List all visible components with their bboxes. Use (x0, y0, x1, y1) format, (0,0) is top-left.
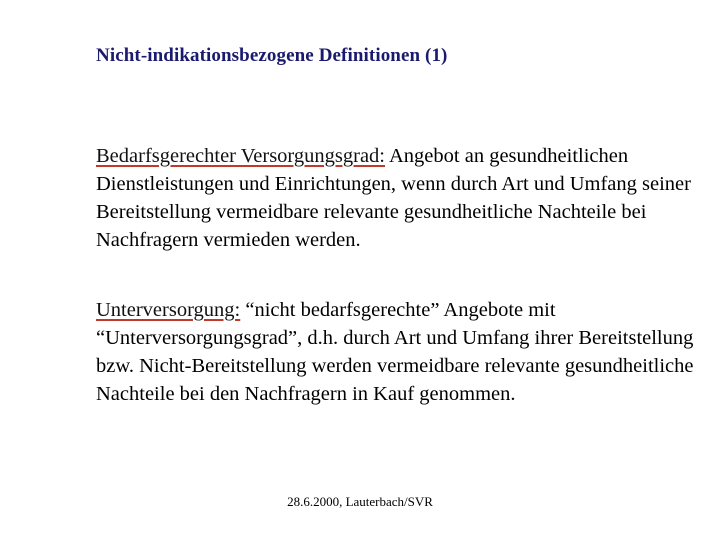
slide-title: Nicht-indikationsbezogene Definitionen (1) (96, 45, 448, 66)
definition-term: Unterversorgung: (96, 299, 241, 321)
slide-footer: 28.6.2000, Lauterbach/SVR (287, 494, 433, 509)
definition-text: “nicht bedarfsgerechte” Angebote mit “Unterversorgungsgrad”, d.h. durch Art und Umfang ihrer Bereitstellung bzw. Nicht-Bereitstellung werden vermeidbare relevante gesundheitliche Nachteile bei den Nachfragern in Kauf genommen. (96, 299, 694, 405)
definition-text: Angebot an gesundheitlichen Dienstleistungen und Einrichtungen, wenn durch Art und Umfang seiner Bereitstellung vermeidbare relevante gesundheitliche Nachteile bei Nachfragern vermieden werden. (96, 145, 691, 251)
definition-unterversorgung (96, 296, 696, 408)
definition-bedarfsgerecht (96, 142, 696, 254)
definition-term: Bedarfsgerechter Versorgungsgrad: (96, 145, 385, 167)
